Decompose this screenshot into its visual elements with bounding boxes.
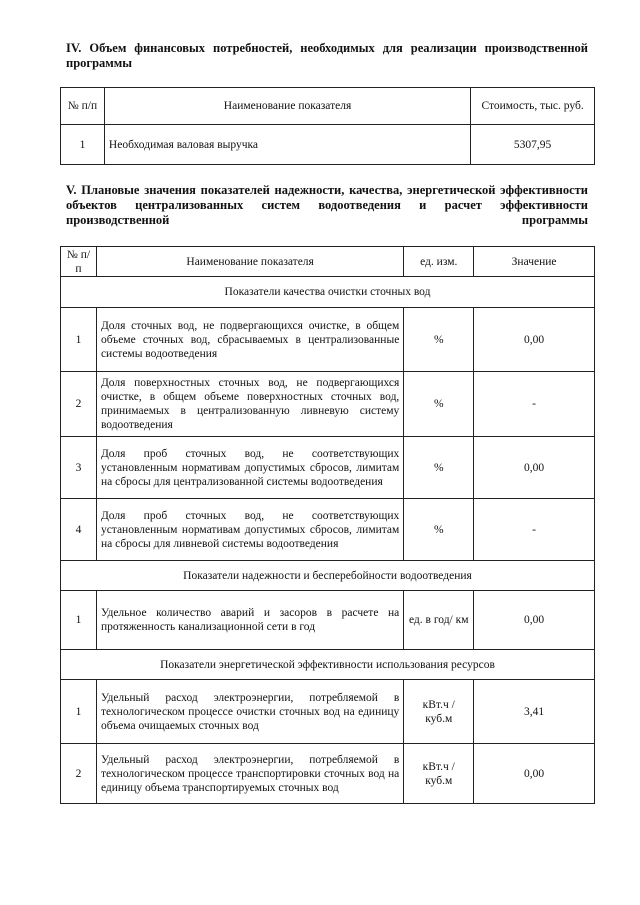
row-unit: кВт.ч / куб.м <box>404 744 474 804</box>
row-name: Удельное количество аварий и засоров в расчете на протяженность канализационной сети в год <box>96 591 403 650</box>
row-value: 0,00 <box>474 308 595 372</box>
header-cost: Стоимость, тыс. руб. <box>471 88 595 125</box>
row-name: Доля сточных вод, не подвергающихся очистке, в общем объеме сточных вод, сбрасываемых в централизованные системы водоотведения <box>96 308 403 372</box>
group-title: Показатели качества очистки сточных вод <box>61 277 595 308</box>
row-name: Удельный расход электроэнергии, потребляемой в технологическом процессе очистки сточных вод на единицу объема очищаемых сточных вод <box>96 680 403 744</box>
row-value: 0,00 <box>474 437 595 499</box>
row-unit: % <box>404 437 474 499</box>
header-num: № п/п <box>61 88 105 125</box>
row-num: 4 <box>61 499 97 561</box>
row-num: 1 <box>61 125 105 165</box>
row-cost: 5307,95 <box>471 125 595 165</box>
row-name: Доля проб сточных вод, не соответствующих установленным нормативам допустимых сбросов, лимитам на сбросы для ливневой системы водоотведения <box>96 499 403 561</box>
header-name: Наименование показателя <box>96 247 403 277</box>
row-unit: кВт.ч / куб.м <box>404 680 474 744</box>
row-num: 2 <box>61 372 97 437</box>
row-value: - <box>474 499 595 561</box>
section-4-title: IV. Объем финансовых потребностей, необходимых для реализации производственной программы <box>66 41 588 70</box>
row-value: - <box>474 372 595 437</box>
row-unit: % <box>404 308 474 372</box>
row-name: Необходимая валовая выручка <box>104 125 470 165</box>
header-unit: ед. изм. <box>404 247 474 277</box>
row-value: 0,00 <box>474 591 595 650</box>
row-name: Доля проб сточных вод, не соответствующих установленным нормативам допустимых сбросов, лимитам на сбросы для централизованной системы водоотведения <box>96 437 403 499</box>
section-5-title: V. Плановые значения показателей надежности, качества, энергетической эффективности объектов централизованных систем водоотведения и расчет эффективности производственной программы <box>66 183 588 227</box>
row-num: 2 <box>61 744 97 804</box>
header-num: № п/п <box>61 247 97 277</box>
financial-needs-table <box>60 87 595 165</box>
indicators-table <box>60 246 595 804</box>
header-name: Наименование показателя <box>104 88 470 125</box>
row-num: 1 <box>61 680 97 744</box>
row-num: 1 <box>61 591 97 650</box>
row-unit: ед. в год/ км <box>404 591 474 650</box>
group-title: Показатели энергетической эффективности использования ресурсов <box>61 650 595 680</box>
row-value: 3,41 <box>474 680 595 744</box>
row-unit: % <box>404 499 474 561</box>
row-name: Удельный расход электроэнергии, потребляемой в технологическом процессе транспортировки сточных вод на единицу объема транспортируемых сточных вод <box>96 744 403 804</box>
header-value: Значение <box>474 247 595 277</box>
row-num: 3 <box>61 437 97 499</box>
row-name: Доля поверхностных сточных вод, не подвергающихся очистке, в общем объеме поверхностных сточных вод, принимаемых в централизованную ливневую систему водоотведения <box>96 372 403 437</box>
row-num: 1 <box>61 308 97 372</box>
group-title: Показатели надежности и бесперебойности водоотведения <box>61 561 595 591</box>
row-value: 0,00 <box>474 744 595 804</box>
row-unit: % <box>404 372 474 437</box>
